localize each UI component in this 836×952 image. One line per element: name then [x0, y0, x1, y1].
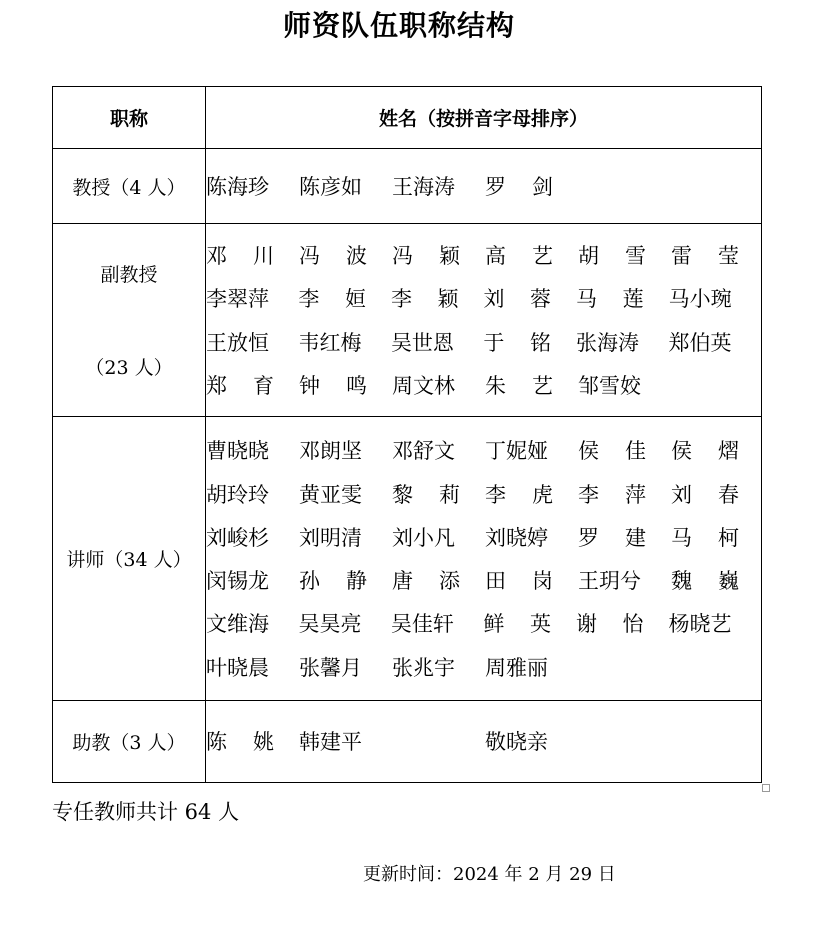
teacher-name: 孙 静 [299, 569, 367, 594]
teacher-name: 谢 怡 [575, 612, 644, 637]
teacher-name: 韦红梅 [298, 330, 362, 355]
teacher-name: 张兆宇 [392, 655, 455, 680]
update-time: 更新时间：2024 年 2 月 29 日 [363, 864, 616, 885]
teacher-name: 陈彦如 [299, 174, 362, 199]
table-row-lecturer [53, 417, 762, 701]
teacher-name: 马 莲 [576, 287, 644, 312]
rank-cell: 教授（4 人） [53, 149, 206, 224]
teacher-name: 周雅丽 [485, 655, 548, 680]
name-line [206, 320, 761, 363]
teacher-name: 丁妮娅 [485, 439, 548, 464]
teacher-name: 敬晓亲 [485, 730, 548, 755]
teacher-name: 马 柯 [671, 525, 739, 550]
teacher-name: 朱 艺 [485, 373, 553, 398]
name-line [206, 363, 761, 406]
teacher-name: 王海涛 [392, 174, 455, 199]
teacher-name: 张馨月 [299, 655, 362, 680]
rank-cell [53, 224, 206, 417]
page-title: 师资队伍职称结构 [282, 9, 515, 42]
teacher-name: 黄亚雯 [299, 482, 362, 507]
teacher-name: 于 铭 [483, 330, 552, 355]
table-row-associate-professor [53, 224, 762, 417]
teacher-name: 邓舒文 [392, 439, 455, 464]
teacher-name: 黎 莉 [392, 482, 460, 507]
teacher-name: 胡玲玲 [206, 482, 269, 507]
header-names: 姓名（按拼音字母排序） [206, 87, 762, 149]
names-cell [206, 224, 762, 417]
teacher-name: 刘峻杉 [206, 525, 269, 550]
name-line [206, 515, 761, 558]
name-line [206, 233, 761, 276]
teacher-name: 闵锡龙 [206, 569, 269, 594]
table-resize-handle[interactable] [762, 784, 770, 792]
teacher-name: 杨晓艺 [668, 612, 732, 637]
teacher-name: 曹晓晓 [206, 439, 269, 464]
rank-count: （23 人） [85, 357, 173, 379]
teacher-name: 李 姮 [298, 287, 366, 312]
teacher-name: 冯 颖 [392, 244, 460, 269]
teacher-name: 刘 春 [671, 482, 739, 507]
rank-cell: 助教（3 人） [53, 701, 206, 783]
teacher-name: 王玥兮 [578, 569, 641, 594]
teacher-name: 罗 建 [578, 525, 646, 550]
teacher-name: 雷 莹 [671, 244, 739, 269]
total-count: 专任教师共计 64 人 [52, 800, 240, 824]
rank-label: 副教授 [100, 264, 158, 286]
names-cell [206, 701, 762, 783]
teacher-name: 张海涛 [576, 330, 640, 355]
teacher-name: 罗 剑 [485, 174, 553, 199]
name-line [206, 602, 761, 645]
teacher-name: 钟 鸣 [299, 373, 367, 398]
teacher-name: 侯 熠 [671, 439, 739, 464]
teacher-name: 吴昊亮 [298, 612, 362, 637]
teacher-name: 胡 雪 [578, 244, 646, 269]
teacher-name: 刘明清 [299, 525, 362, 550]
table-header-row [53, 87, 762, 149]
name-line [206, 645, 761, 688]
teacher-name: 郑 育 [206, 373, 274, 398]
teacher-name: 田 岗 [485, 569, 553, 594]
teacher-name: 叶晓晨 [206, 655, 269, 680]
teacher-name: 郑伯英 [668, 330, 732, 355]
teacher-name: 鲜 英 [483, 612, 551, 637]
teacher-name: 吴佳轩 [390, 612, 454, 637]
teacher-name: 高 艺 [485, 244, 553, 269]
teacher-name: 李 虎 [485, 482, 553, 507]
name-line [206, 429, 761, 472]
names-cell [206, 417, 762, 701]
header-rank: 职称 [53, 87, 206, 149]
teacher-name: 冯 波 [299, 244, 367, 269]
teacher-name: 周文林 [392, 373, 455, 398]
name-line [206, 277, 761, 320]
teacher-name: 刘晓婷 [485, 525, 548, 550]
name-line [206, 164, 761, 207]
teacher-name: 韩建平 [299, 730, 362, 755]
teacher-name: 吴世恩 [390, 330, 454, 355]
teacher-name: 李 萍 [578, 482, 646, 507]
teacher-name: 魏 巍 [671, 569, 739, 594]
name-line [206, 559, 761, 602]
teacher-name: 李 颖 [390, 287, 459, 312]
teacher-name: 文维海 [206, 612, 269, 637]
names-cell [206, 149, 762, 224]
teacher-name: 王放恒 [206, 330, 269, 355]
name-line [206, 472, 761, 515]
name-line [206, 720, 761, 763]
teacher-name: 李翠萍 [206, 287, 269, 312]
table-row-professor [53, 149, 762, 224]
teacher-name: 马小琬 [668, 287, 732, 312]
teacher-name: 邓 川 [206, 244, 274, 269]
teacher-name: 邹雪姣 [578, 373, 641, 398]
table-row-teaching-assistant [53, 701, 762, 783]
teacher-name: 陈 姚 [206, 730, 274, 755]
teacher-name: 唐 添 [392, 569, 460, 594]
teacher-name: 陈海珍 [206, 174, 269, 199]
teacher-name: 刘小凡 [392, 525, 455, 550]
teacher-name: 侯 佳 [578, 439, 646, 464]
rank-cell: 讲师（34 人） [53, 417, 206, 701]
teacher-name: 邓朗坚 [299, 439, 362, 464]
faculty-title-table [52, 86, 762, 783]
teacher-name: 刘 蓉 [483, 287, 552, 312]
